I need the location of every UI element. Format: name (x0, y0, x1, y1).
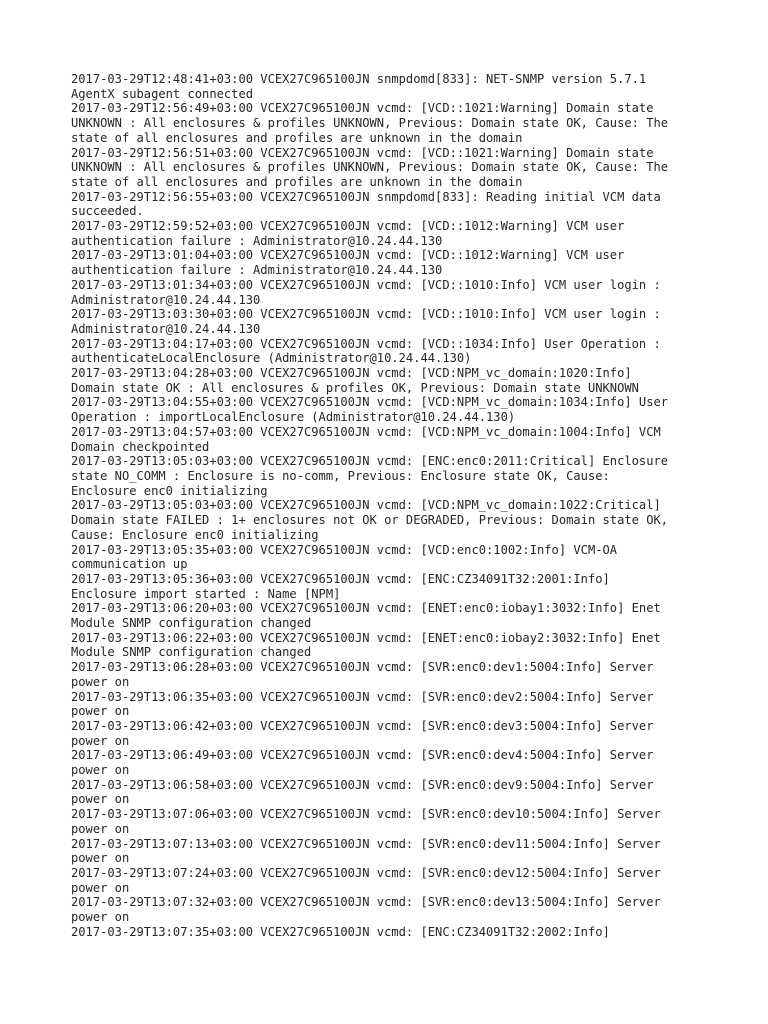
log-line: Enclosure import started : Name [NPM] (71, 586, 341, 601)
log-line: 2017-03-29T13:04:28+03:00 VCEX27C965100JN vcmd: [VCD:NPM_vc_domain:1020:Info] (71, 366, 632, 381)
log-line: 2017-03-29T13:06:20+03:00 VCEX27C965100JN vcmd: [ENET:enc0:iobay1:3032:Info] Enet (71, 601, 661, 616)
log-line: power on (71, 704, 130, 719)
log-line: 2017-03-29T13:05:36+03:00 VCEX27C965100JN vcmd: [ENC:CZ34091T32:2001:Info] (71, 571, 610, 586)
log-line: Module SNMP configuration changed (71, 645, 312, 660)
log-line: power on (71, 763, 130, 778)
log-line: Domain state FAILED : 1+ enclosures not OK or DEGRADED, Previous: Domain state OK, (71, 513, 669, 528)
log-line: state of all enclosures and profiles are unknown in the domain (71, 130, 523, 145)
log-line: 2017-03-29T13:07:35+03:00 VCEX27C965100JN vcmd: [ENC:CZ34091T32:2002:Info] (71, 924, 610, 939)
log-line: Operation : importLocalEnclosure (Administrator@10.24.44.130) (71, 410, 516, 425)
log-line: power on (71, 880, 130, 895)
log-line: succeeded. (71, 204, 144, 219)
log-line: 2017-03-29T12:59:52+03:00 VCEX27C965100JN vcmd: [VCD::1012:Warning] VCM user (71, 219, 625, 234)
log-line: power on (71, 821, 130, 836)
log-line: communication up (71, 557, 188, 572)
log-line: 2017-03-29T12:48:41+03:00 VCEX27C965100JN snmpdomd[833]: NET-SNMP version 5.7.1 (71, 72, 647, 86)
log-line: Enclosure enc0 initializing (71, 483, 268, 498)
log-line: 2017-03-29T13:06:58+03:00 VCEX27C965100JN vcmd: [SVR:enc0:dev9:5004:Info] Server (71, 777, 654, 792)
log-line: Module SNMP configuration changed (71, 616, 312, 631)
log-line: 2017-03-29T13:03:30+03:00 VCEX27C965100JN vcmd: [VCD::1010:Info] VCM user login : (71, 307, 661, 322)
log-line: state of all enclosures and profiles are unknown in the domain (71, 174, 523, 189)
log-line: power on (71, 851, 130, 866)
log-line: state NO_COMM : Enclosure is no-comm, Previous: Enclosure state OK, Cause: (71, 468, 610, 483)
log-line: 2017-03-29T13:07:06+03:00 VCEX27C965100JN vcmd: [SVR:enc0:dev10:5004:Info] Server (71, 807, 661, 822)
log-line: authentication failure : Administrator@10.24.44.130 (71, 263, 443, 278)
log-line: AgentX subagent connected (71, 86, 254, 101)
log-line: 2017-03-29T13:06:35+03:00 VCEX27C965100JN vcmd: [SVR:enc0:dev2:5004:Info] Server (71, 689, 654, 704)
log-line: authentication failure : Administrator@10.24.44.130 (71, 233, 443, 248)
log-line: 2017-03-29T12:56:51+03:00 VCEX27C965100JN vcmd: [VCD::1021:Warning] Domain state (71, 145, 654, 160)
log-line: power on (71, 792, 130, 807)
log-line: 2017-03-29T13:07:13+03:00 VCEX27C965100JN vcmd: [SVR:enc0:dev11:5004:Info] Server (71, 836, 661, 851)
log-line: Domain checkpointed (71, 439, 210, 454)
log-line: Domain state OK : All enclosures & profiles OK, Previous: Domain state UNKNOWN (71, 380, 639, 395)
log-text-block (71, 72, 711, 939)
log-line: 2017-03-29T13:05:35+03:00 VCEX27C965100JN vcmd: [VCD:enc0:1002:Info] VCM-OA (71, 542, 618, 557)
log-line: power on (71, 733, 130, 748)
log-line: Administrator@10.24.44.130 (71, 321, 261, 336)
log-line: 2017-03-29T13:07:24+03:00 VCEX27C965100JN vcmd: [SVR:enc0:dev12:5004:Info] Server (71, 865, 661, 880)
log-line: 2017-03-29T13:07:32+03:00 VCEX27C965100JN vcmd: [SVR:enc0:dev13:5004:Info] Server (71, 895, 661, 910)
log-line: 2017-03-29T13:06:22+03:00 VCEX27C965100JN vcmd: [ENET:enc0:iobay2:3032:Info] Enet (71, 630, 661, 645)
log-line: UNKNOWN : All enclosures & profiles UNKNOWN, Previous: Domain state OK, Cause: The (71, 160, 669, 175)
log-line: 2017-03-29T12:56:49+03:00 VCEX27C965100JN vcmd: [VCD::1021:Warning] Domain state (71, 101, 654, 116)
log-line: 2017-03-29T12:56:55+03:00 VCEX27C965100JN snmpdomd[833]: Reading initial VCM data (71, 189, 661, 204)
log-line: 2017-03-29T13:06:49+03:00 VCEX27C965100JN vcmd: [SVR:enc0:dev4:5004:Info] Server (71, 748, 654, 763)
log-line: authenticateLocalEnclosure (Administrator@10.24.44.130) (71, 351, 472, 366)
log-line: 2017-03-29T13:06:28+03:00 VCEX27C965100JN vcmd: [SVR:enc0:dev1:5004:Info] Server (71, 660, 654, 675)
log-line: 2017-03-29T13:01:34+03:00 VCEX27C965100JN vcmd: [VCD::1010:Info] VCM user login : (71, 277, 661, 292)
log-line: 2017-03-29T13:04:57+03:00 VCEX27C965100JN vcmd: [VCD:NPM_vc_domain:1004:Info] VCM (71, 424, 661, 439)
log-line: 2017-03-29T13:06:42+03:00 VCEX27C965100JN vcmd: [SVR:enc0:dev3:5004:Info] Server (71, 718, 654, 733)
log-line: 2017-03-29T13:01:04+03:00 VCEX27C965100JN vcmd: [VCD::1012:Warning] VCM user (71, 248, 625, 263)
log-line: power on (71, 674, 130, 689)
log-line: Cause: Enclosure enc0 initializing (71, 527, 319, 542)
log-line: UNKNOWN : All enclosures & profiles UNKNOWN, Previous: Domain state OK, Cause: The (71, 116, 669, 131)
log-line: 2017-03-29T13:05:03+03:00 VCEX27C965100JN vcmd: [VCD:NPM_vc_domain:1022:Critical] (71, 498, 661, 513)
log-line: power on (71, 910, 130, 925)
log-line: 2017-03-29T13:04:55+03:00 VCEX27C965100JN vcmd: [VCD:NPM_vc_domain:1034:Info] User (71, 395, 669, 410)
log-line: 2017-03-29T13:04:17+03:00 VCEX27C965100JN vcmd: [VCD::1034:Info] User Operation : (71, 336, 661, 351)
log-line: 2017-03-29T13:05:03+03:00 VCEX27C965100JN vcmd: [ENC:enc0:2011:Critical] Enclosure (71, 454, 669, 469)
log-line: Administrator@10.24.44.130 (71, 292, 261, 307)
